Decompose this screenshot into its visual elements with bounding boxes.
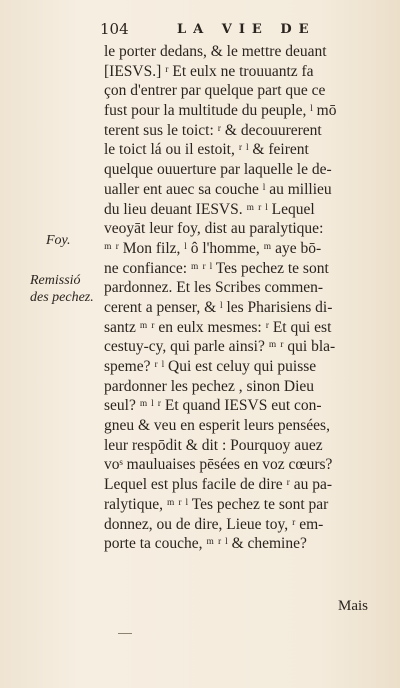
text-line: voˢ mauluaises pēsées en voz cœurs?: [104, 456, 333, 474]
margin-note-line: des pechez.: [30, 290, 94, 305]
text-line: [IESVS.] ʳ Et eulx ne trouuantz fa: [104, 62, 314, 80]
text-line: terent sus le toict: ʳ & decouurerent: [104, 121, 322, 139]
text-line: gneu & veu en esperit leurs pensées,: [104, 417, 330, 435]
text-line: veoyāt leur foy, dist au paralytique:: [104, 220, 324, 238]
running-title: LA VIE DE: [177, 22, 316, 37]
text-line: pardonnez. Et les Scribes commen-: [104, 279, 324, 297]
text-line: santz ᵐ ʳ en eulx mesmes: ʳ Et qui est: [104, 318, 332, 336]
text-line: fust pour la multitude du peuple, ˡ mō: [104, 102, 337, 120]
margin-note-remission: [30, 272, 110, 306]
body-text: [104, 42, 394, 554]
text-line: Lequel est plus facile de dire ʳ au pa-: [104, 476, 333, 494]
text-line: quelque ouuerture par laquelle le de-: [104, 161, 332, 179]
text-line: cerent a penser, & ˡ les Pharisiens di-: [104, 298, 333, 316]
text-line: speme? ʳ ˡ Qui est celuy qui puisse: [104, 358, 317, 375]
text-line: pardonner les pechez , sinon Dieu: [104, 377, 315, 395]
text-line: porte ta couche, ᵐ ʳ ˡ & chemine?: [104, 535, 307, 553]
text-line: ualler ent auec sa couche ˡ au millieu: [104, 180, 332, 198]
text-line: çon d'entrer par quelque part que ce: [104, 82, 326, 100]
text-line: seul? ᵐ ˡ ʳ Et quand IESVS eut con-: [104, 397, 322, 415]
text-line: ne confiance: ᵐ ʳ ˡ Tes pechez te sont: [104, 259, 329, 277]
page-number: 104: [100, 20, 129, 38]
text-line: leur respōdit & dit : Pourquoy auez: [104, 436, 323, 454]
text-line: cestuy-cy, qui parle ainsi? ᵐ ʳ qui bla-: [104, 338, 336, 356]
page-header: [100, 20, 390, 40]
text-line: le porter dedans, & le mettre deuant: [104, 43, 327, 60]
text-line: ᵐ ʳ Mon filz, ˡ ô l'homme, ᵐ aye bō-: [104, 239, 322, 257]
catchword: Mais: [338, 598, 368, 614]
printer-mark: [118, 633, 132, 634]
text-line: donnez, ou de dire, Lieue toy, ʳ em-: [104, 515, 324, 533]
margin-note-faith: Foy.: [46, 233, 71, 248]
text-line: le toict lá ou il estoit, ʳ ˡ & feirent: [104, 141, 309, 159]
margin-note-line: Remissió: [30, 273, 81, 288]
text-line: du lieu deuant IESVS. ᵐ ʳ ˡ Lequel: [104, 200, 315, 218]
text-line: ralytique, ᵐ ʳ ˡ Tes pechez te sont par: [104, 495, 329, 513]
